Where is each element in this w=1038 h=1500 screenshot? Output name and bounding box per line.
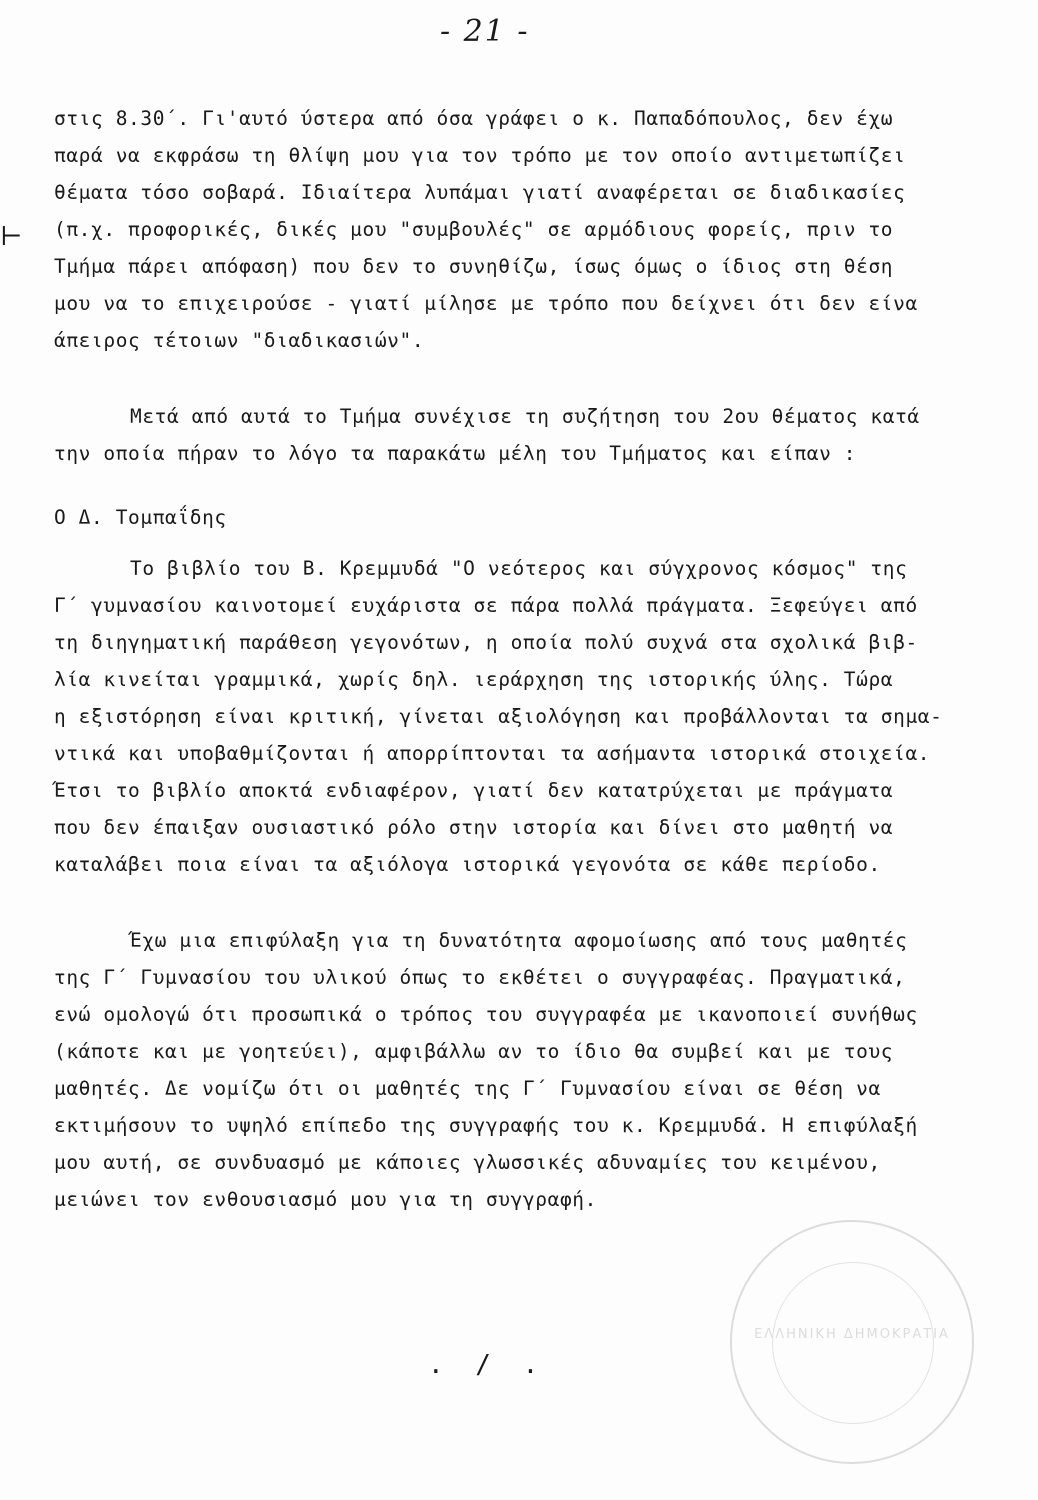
text-line: που δεν έπαιξαν ουσιαστικό ρόλο στην ιστορία και δίνει στο μαθητή να (54, 816, 894, 839)
paragraph-1 (54, 100, 1034, 359)
continuation-mark: . / . (428, 1350, 547, 1380)
text-line: ενώ ομολογώ ότι προσωπικά ο τρόπος του συγγραφέα με ικανοποιεί συνήθως (54, 1003, 918, 1026)
text-line: την οποία πήραν το λόγο τα παρακάτω μέλη του Τμήματος και είπαν : (54, 442, 857, 465)
text-line: ντικά και υποβαθμίζονται ή απορρίπτονται τα ασήμαντα ιστορικά στοιχεία. (54, 742, 931, 765)
seal-text: ΕΛΛΗΝΙΚΗ ΔΗΜΟΚΡΑΤΙΑ (754, 1327, 950, 1342)
text-line: παρά να εκφράσω τη θλίψη μου για τον τρόπο με τον οποίο αντιμετωπίζει (54, 144, 906, 167)
text-line: καταλάβει ποια είναι τα αξιόλογα ιστορικά γεγονότα σε κάθε περίοδο. (54, 853, 881, 876)
text-line: θέματα τόσο σοβαρά. Ιδιαίτερα λυπάμαι γιατί αναφέρεται σε διαδικασίες (54, 181, 906, 204)
paragraph-4 (54, 922, 1034, 1218)
speaker-name: Ο Δ. Τομπαΐδης (54, 506, 227, 529)
text-line: Έχω μια επιφύλαξη για τη δυνατότητα αφομοίωσης από τους μαθητές (130, 929, 908, 952)
text-line: η εξιστόρηση είναι κριτική, γίνεται αξιολόγηση και προβάλλονται τα σημα- (54, 705, 943, 728)
text-line: τη διηγηματική παράθεση γεγονότων, η οποία πολύ συχνά στα σχολικά βιβ- (54, 631, 918, 654)
text-line: της Γ΄ Γυμνασίου του υλικού όπως το εκθέτει ο συγγραφέας. Πραγματικά, (54, 966, 906, 989)
text-line: μειώνει τον ενθουσιασμό μου για τη συγγραφή. (54, 1188, 597, 1211)
text-line: Το βιβλίο του Β. Κρεμμυδά "Ο νεότερος και σύγχρονος κόσμος" της (130, 557, 908, 580)
text-line: Τμήμα πάρει απόφαση) που δεν το συνηθίζω, ίσως όμως ο ίδιος στη θέση (54, 255, 894, 278)
text-line: μαθητές. Δε νομίζω ότι οι μαθητές της Γ΄ Γυμνασίου είναι σε θέση να (54, 1077, 881, 1100)
page-number: - 21 - (440, 14, 530, 49)
text-line: (π.χ. προφορικές, δικές μου "συμβουλές" σε αρμόδιους φορείς, πριν το (54, 218, 894, 241)
text-line: Γ΄ γυμνασίου καινοτομεί ευχάριστα σε πάρα πολλά πράγματα. Ξεφεύγει από (54, 594, 918, 617)
margin-mark: ⊢ (0, 222, 23, 252)
text-line: μου αυτή, σε συνδυασμό με κάποιες γλωσσικές αδυναμίες του κειμένου, (54, 1151, 881, 1174)
text-line: εκτιμήσουν το υψηλό επίπεδο της συγγραφής του κ. Κρεμμυδά. Η επιφύλαξή (54, 1114, 918, 1137)
paragraph-3 (54, 550, 1034, 883)
text-line: άπειρος τέτοιων "διαδικασιών". (54, 329, 425, 352)
text-line: στις 8.30΄. Γι'αυτό ύστερα από όσα γράφει ο κ. Παπαδόπουλος, δεν έχω (54, 107, 894, 130)
paragraph-2 (54, 398, 1034, 472)
text-line: μου να το επιχειρούσε - γιατί μίλησε με τρόπο που δείχνει ότι δεν είνα (54, 292, 918, 315)
official-seal-stamp (730, 1220, 974, 1464)
seal-inner-ring (772, 1262, 934, 1424)
text-line: (κάποτε και με γοητεύει), αμφιβάλλω αν το ίδιο θα συμβεί και με τους (54, 1040, 894, 1063)
text-line: Μετά από αυτά το Τμήμα συνέχισε τη συζήτηση του 2ου θέματος κατά (130, 405, 920, 428)
text-line: λία κινείται γραμμικά, χωρίς δηλ. ιεράρχηση της ιστορικής ύλης. Τώρα (54, 668, 894, 691)
text-line: Έτσι το βιβλίο αποκτά ενδιαφέρον, γιατί δεν κατατρύχεται με πράγματα (54, 779, 894, 802)
